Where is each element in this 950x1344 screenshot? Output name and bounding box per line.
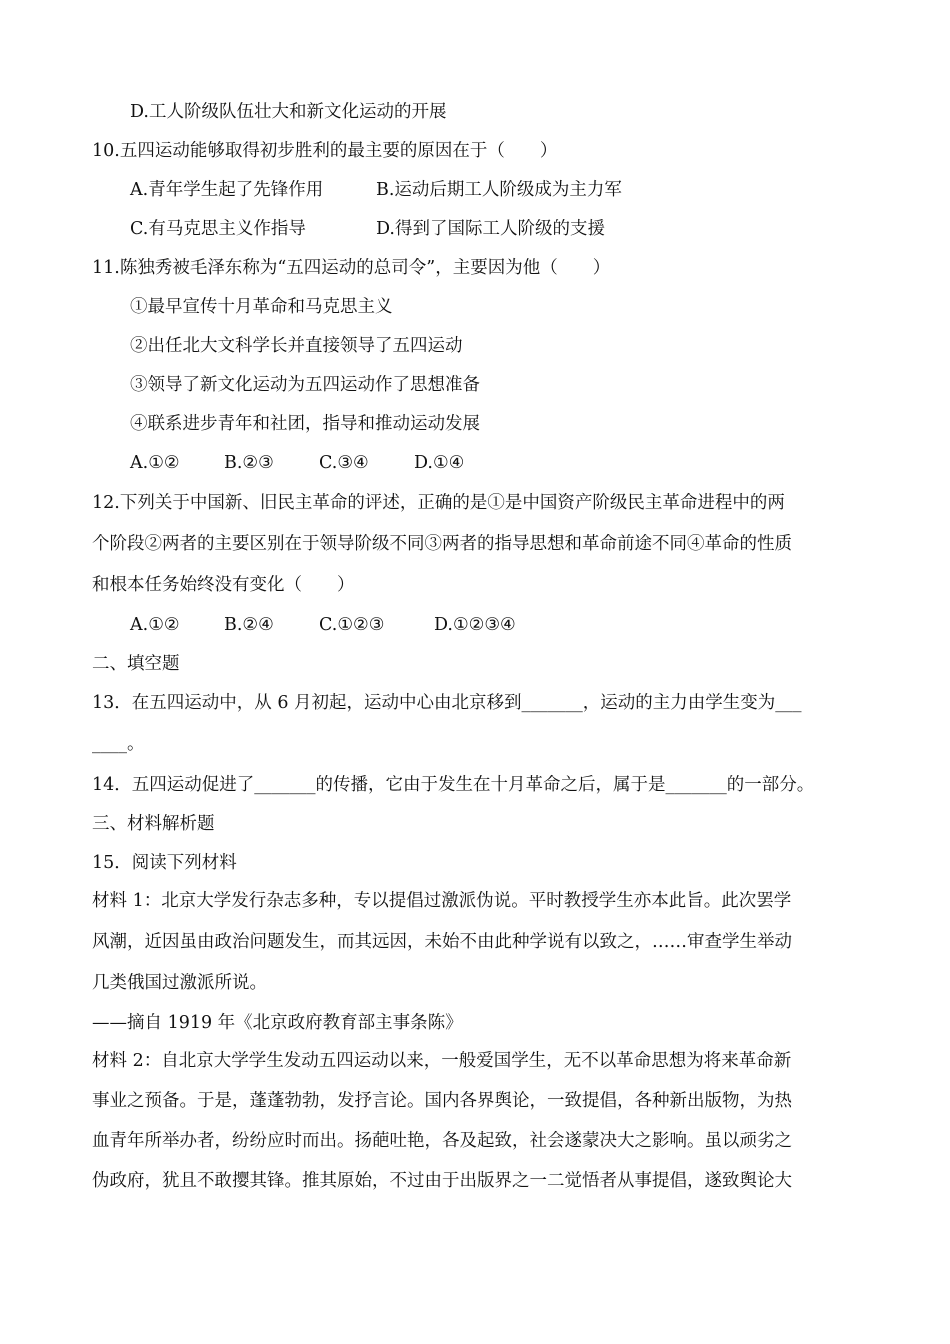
q12-line-1: 12.下列关于中国新、旧民主革命的评述，正确的是①是中国资产阶级民主革命进程中的两 — [92, 493, 785, 513]
material-2-line-1: 材料 2：自北京大学学生发动五四运动以来，一般爱国学生，无不以革命思想为将来革命新 — [92, 1051, 792, 1071]
section-fill-in-title: 二、填空题 — [92, 654, 180, 674]
material-1-line-2: 风潮，近因虽由政治问题发生，而其远因，未始不由此种学说有以致之，……审查学生举动 — [92, 932, 792, 952]
material-1-line-3: 几类俄国过激派所说。 — [92, 973, 267, 993]
q11-item-2: ②出任北大文科学长并直接领导了五四运动 — [130, 336, 463, 356]
q15-stem: 15．阅读下列材料 — [92, 853, 237, 873]
material-1-line-1: 材料 1：北京大学发行杂志多种，专以提倡过激派伪说。平时教授学生亦本此旨。此次罢学 — [92, 891, 792, 911]
q12-option-b: B.②④ — [224, 615, 274, 635]
q10-option-d: D.得到了国际工人阶级的支援 — [376, 219, 605, 239]
material-2-line-4: 伪政府，犹且不敢撄其锋。推其原始，不过由于出版界之一二觉悟者从事提倡，遂致舆论大 — [92, 1171, 792, 1191]
q12-line-2: 个阶段②两者的主要区别在于领导阶级不同③两者的指导思想和革命前途不同④革命的性质 — [92, 534, 792, 554]
q12-option-d: D.①②③④ — [434, 615, 516, 635]
q12-option-a: A.①② — [130, 615, 180, 635]
q11-option-d: D.①④ — [414, 453, 465, 473]
q11-item-4: ④联系进步青年和社团，指导和推动运动发展 — [130, 414, 480, 434]
q11-stem: 11.陈独秀被毛泽东称为“五四运动的总司令”，主要因为他（ ） — [92, 258, 611, 278]
q10-option-c: C.有马克思主义作指导 — [130, 219, 306, 239]
q13-line-2: ____。 — [92, 734, 145, 754]
q11-option-c: C.③④ — [319, 453, 369, 473]
material-2-line-3: 血青年所举办者，纷纷应时而出。扬葩吐艳，各及起致，社会遂蒙决大之影响。虽以顽劣之 — [92, 1131, 792, 1151]
q9-option-d: D.工人阶级队伍壮大和新文化运动的开展 — [130, 102, 447, 122]
material-1-source: ——摘自 1919 年《北京政府教育部主事条陈》 — [92, 1013, 463, 1033]
q14-text: 14．五四运动促进了_______的传播，它由于发生在十月革命之后，属于是_______的一部分。 — [92, 775, 815, 795]
q11-option-b: B.②③ — [224, 453, 274, 473]
q10-option-a: A.青年学生起了先锋作用 — [130, 180, 324, 200]
q11-item-1: ①最早宣传十月革命和马克思主义 — [130, 297, 393, 317]
q11-option-a: A.①② — [130, 453, 180, 473]
q13-line-1: 13．在五四运动中，从 6 月初起，运动中心由北京移到_______，运动的主力由学生变为___ — [92, 693, 802, 713]
material-2-line-2: 事业之预备。于是，蓬蓬勃勃，发抒言论。国内各界舆论，一致提倡，各种新出版物，为热 — [92, 1091, 792, 1111]
q12-line-3: 和根本任务始终没有变化（ ） — [92, 575, 355, 595]
q11-item-3: ③领导了新文化运动为五四运动作了思想准备 — [130, 375, 480, 395]
q10-stem: 10.五四运动能够取得初步胜利的最主要的原因在于（ ） — [92, 141, 558, 161]
section-material-title: 三、材料解析题 — [92, 814, 215, 834]
q12-option-c: C.①②③ — [319, 615, 385, 635]
q10-option-b: B.运动后期工人阶级成为主力军 — [376, 180, 622, 200]
